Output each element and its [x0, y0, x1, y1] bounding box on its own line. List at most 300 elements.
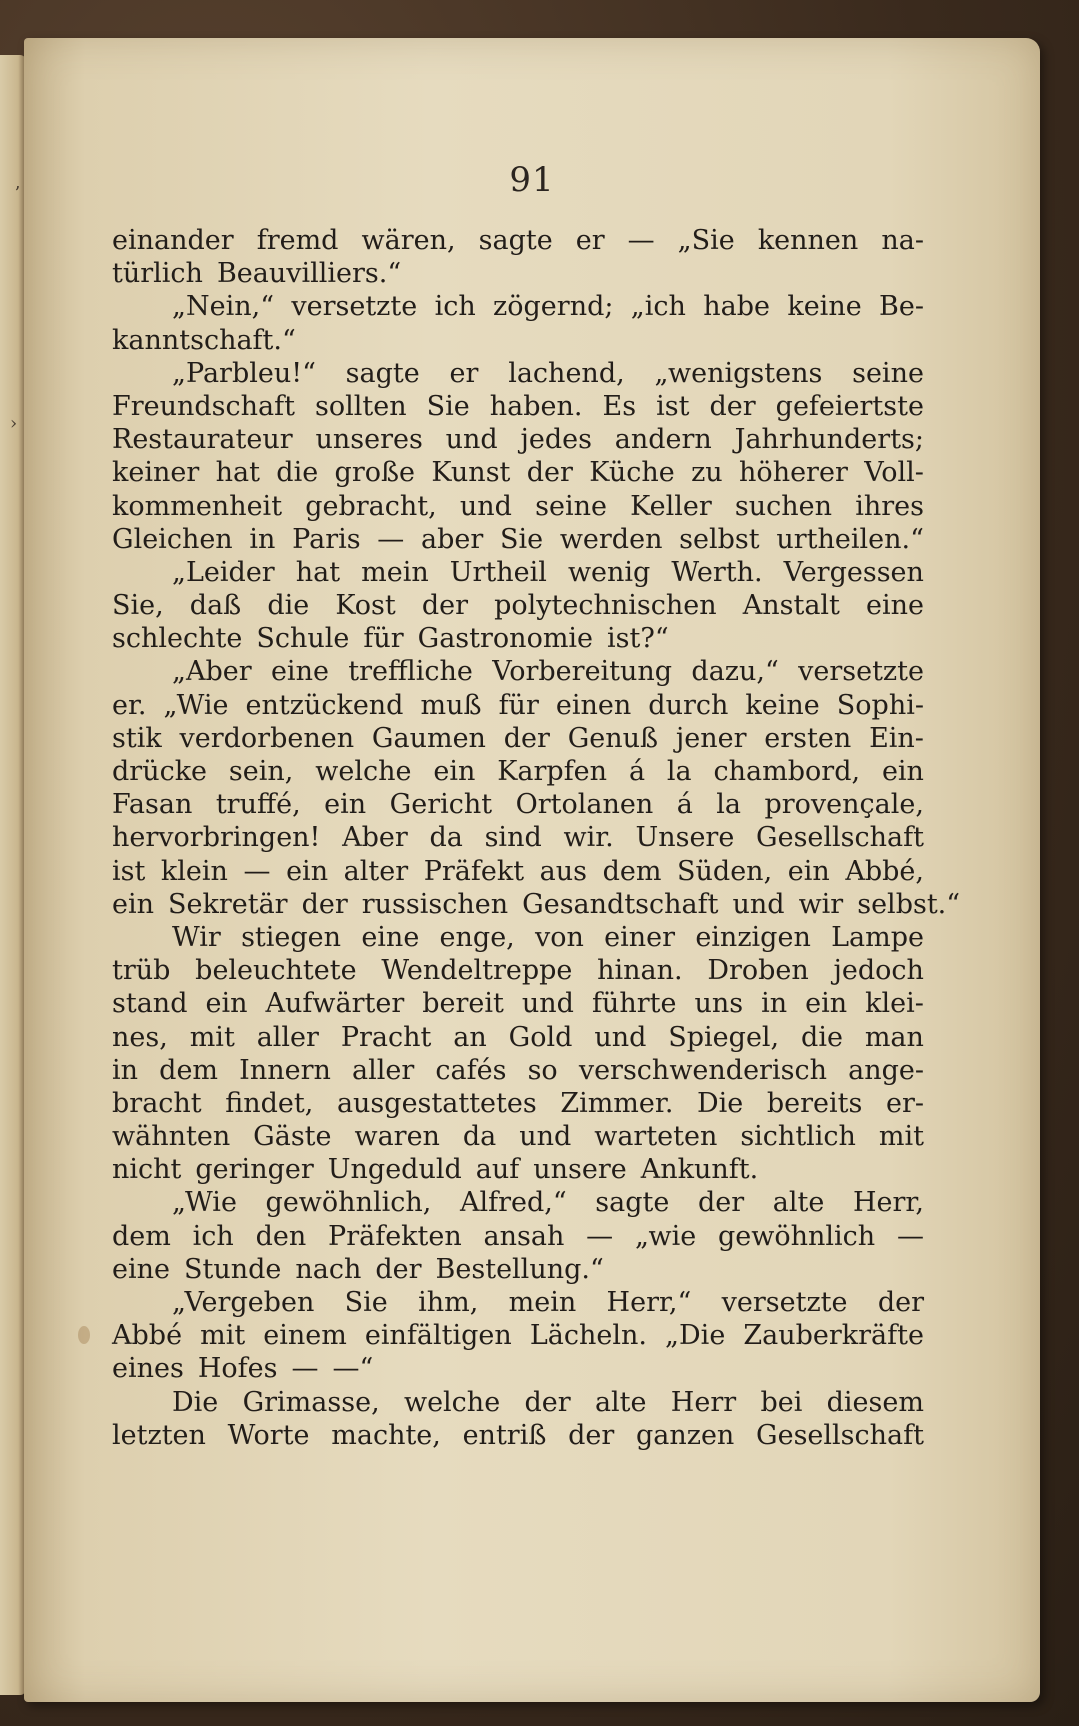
- word: Wendeltreppe: [381, 955, 573, 987]
- text-line: [112, 1153, 924, 1186]
- word: der: [697, 1187, 745, 1219]
- word: ich: [434, 291, 476, 323]
- word: Gleichen: [112, 523, 233, 555]
- word: bei: [760, 1386, 803, 1418]
- word: mit: [189, 1021, 235, 1053]
- text-line: [112, 523, 924, 556]
- word: „wie: [634, 1220, 697, 1252]
- word: Droben: [707, 955, 809, 987]
- word: ein: [112, 888, 155, 920]
- word: Gäste: [253, 1121, 332, 1153]
- word: jedoch: [833, 955, 924, 987]
- word: haben.: [489, 390, 583, 422]
- word: andern: [614, 424, 712, 456]
- word: ganzen: [635, 1419, 735, 1451]
- word: eine: [270, 656, 329, 688]
- word: alte: [772, 1187, 825, 1219]
- word: einen: [555, 689, 632, 721]
- word: sind: [484, 822, 542, 854]
- word: Freundschaft: [112, 390, 295, 422]
- word: waren: [354, 1121, 440, 1153]
- word: er.: [112, 689, 147, 721]
- word: gewöhnlich,: [265, 1187, 432, 1219]
- word: der: [421, 590, 468, 622]
- word: ein: [787, 855, 830, 887]
- word: —“: [332, 1353, 374, 1385]
- word: einer: [604, 921, 676, 953]
- word: der: [524, 1386, 571, 1418]
- word: Die: [172, 1386, 219, 1418]
- word: dem: [112, 1220, 171, 1252]
- word: und: [519, 1121, 572, 1153]
- word: Grimasse,: [242, 1386, 380, 1418]
- word: hat: [295, 556, 341, 588]
- word: Kunst: [431, 457, 511, 489]
- word: den: [255, 1220, 307, 1252]
- text-line: [112, 357, 924, 390]
- word: man: [864, 1021, 924, 1053]
- word: zu: [691, 457, 723, 489]
- word: —: [627, 225, 655, 256]
- word: geringer: [195, 1154, 314, 1186]
- word: Herr: [670, 1386, 737, 1418]
- word: alter: [343, 855, 409, 887]
- word: entriß: [462, 1419, 547, 1451]
- word: Werth.: [671, 556, 763, 588]
- book-page: [24, 38, 1040, 1702]
- word: einfältigen: [364, 1320, 512, 1352]
- word: große: [334, 457, 415, 489]
- text-line: [112, 1021, 924, 1054]
- word: wir.: [563, 822, 614, 854]
- word: hervorbringen!: [112, 822, 321, 854]
- word: cafés: [435, 1054, 507, 1086]
- text-line: [112, 921, 924, 954]
- word: stand: [112, 988, 188, 1020]
- word: ausgestattetes: [336, 1087, 537, 1119]
- word: sein,: [228, 756, 294, 787]
- text-line: [112, 821, 924, 854]
- word: Urtheil: [449, 556, 547, 588]
- word: Voll-: [864, 457, 924, 489]
- word: nicht: [112, 1154, 182, 1186]
- word: sagte: [595, 1187, 670, 1219]
- word: —: [896, 1220, 924, 1252]
- word: Hofes: [197, 1353, 278, 1385]
- word: Gesandtschaft: [522, 888, 719, 920]
- word: stik: [112, 722, 162, 754]
- word: Es: [602, 390, 637, 422]
- word: versetzte: [798, 656, 924, 688]
- word: dazu,“: [691, 656, 779, 688]
- word: ange-: [848, 1054, 924, 1086]
- word: der: [301, 888, 348, 920]
- word: eines: [112, 1353, 184, 1385]
- text-line: [112, 224, 924, 257]
- word: Alfred,“: [459, 1187, 567, 1219]
- word: Ankunft.: [640, 1154, 759, 1186]
- word: seine: [535, 490, 607, 522]
- text-line: [112, 1286, 924, 1319]
- word: höherer: [739, 457, 848, 489]
- word: Anstalt: [742, 590, 840, 622]
- word: „Sie: [677, 225, 735, 256]
- text-line: [112, 490, 924, 523]
- word: ein: [805, 988, 848, 1020]
- word: á: [676, 789, 693, 821]
- word: jedes: [520, 424, 592, 456]
- word: Gastronomie: [417, 623, 594, 655]
- word: verschwenderisch: [578, 1054, 827, 1086]
- word: bracht: [112, 1087, 202, 1119]
- word: klei-: [865, 988, 924, 1020]
- word: und: [521, 988, 574, 1020]
- word: beleuchtete: [195, 955, 357, 987]
- word: schlechte: [112, 623, 243, 655]
- word: durch: [648, 689, 729, 721]
- word: Gesellschaft: [756, 822, 924, 854]
- word: unsere: [533, 1154, 627, 1186]
- word: machte,: [331, 1419, 441, 1451]
- word: nach: [295, 1253, 362, 1285]
- word: habe: [703, 291, 771, 323]
- word: drücke: [112, 756, 208, 787]
- text-line: [112, 257, 924, 290]
- word: Kost: [335, 590, 396, 622]
- word: suchen: [734, 490, 833, 522]
- word: ihres: [855, 490, 924, 522]
- word: Jahrhunderts;: [734, 424, 924, 456]
- word: urtheilen.“: [776, 523, 924, 555]
- word: treffliche: [348, 656, 473, 688]
- word: ein: [286, 855, 329, 887]
- word: fremd: [256, 225, 339, 256]
- word: Lampe: [831, 921, 924, 953]
- word: polytechnischen: [494, 590, 717, 622]
- word: Abbé,: [845, 855, 924, 887]
- text-line: [112, 888, 961, 921]
- word: und: [594, 1021, 647, 1053]
- word: an: [453, 1021, 487, 1053]
- word: wir: [798, 888, 844, 920]
- word: kanntschaft.“: [112, 324, 296, 356]
- word: daß: [189, 590, 242, 622]
- text-line: [112, 954, 924, 987]
- word: Beauvilliers.“: [216, 258, 402, 290]
- word: verdorbenen: [179, 722, 355, 754]
- word: so: [527, 1054, 558, 1086]
- text-line: [112, 987, 924, 1020]
- word: Herr,“: [606, 1287, 692, 1318]
- word: Worte: [227, 1419, 310, 1451]
- stain: [78, 1326, 90, 1344]
- word: eine: [866, 590, 924, 622]
- word: Keller: [630, 490, 712, 522]
- word: dem: [602, 855, 662, 887]
- word: Pracht: [340, 1021, 432, 1053]
- word: Innern: [239, 1054, 331, 1086]
- text-line: [112, 689, 924, 722]
- word: Lächeln.: [529, 1320, 647, 1352]
- word: provençale,: [764, 789, 924, 821]
- word: „Nein,“: [172, 291, 275, 323]
- word: ein: [433, 756, 476, 787]
- word: da: [429, 822, 463, 854]
- word: entzückend: [245, 689, 404, 721]
- word: ist?“: [607, 623, 669, 655]
- text-line: [112, 1386, 924, 1419]
- word: keine: [787, 291, 862, 323]
- word: Sie: [426, 390, 470, 422]
- word: welche: [403, 1386, 501, 1418]
- word: Ortolanen: [515, 789, 654, 821]
- word: Spiegel,: [668, 1021, 780, 1053]
- word: Gold: [508, 1021, 573, 1053]
- word: warteten: [594, 1121, 718, 1153]
- word: Genuß: [567, 722, 659, 754]
- word: findet,: [225, 1087, 314, 1119]
- word: sollten: [315, 390, 407, 422]
- word: Unsere: [635, 822, 735, 854]
- word: ersten: [764, 722, 852, 754]
- text-line: [112, 1120, 924, 1153]
- word: Vorbereitung: [492, 656, 673, 688]
- word: Restaurateur: [112, 424, 293, 456]
- word: la: [666, 756, 692, 787]
- word: Schule: [256, 623, 350, 655]
- word: —: [243, 855, 271, 887]
- word: der: [877, 1287, 924, 1318]
- word: auf: [475, 1154, 520, 1186]
- word: na-: [881, 225, 924, 256]
- word: Aber: [342, 822, 408, 854]
- word: russischen: [361, 888, 509, 920]
- text-line: [112, 1352, 924, 1385]
- text-line: [112, 655, 924, 688]
- word: bereits: [766, 1087, 863, 1119]
- word: dem: [159, 1054, 219, 1086]
- word: der: [375, 1253, 422, 1285]
- word: „Wie: [163, 689, 229, 721]
- word: klein: [160, 855, 228, 887]
- word: der: [568, 1419, 615, 1451]
- previous-page-edge: [0, 55, 26, 1695]
- text-line: [112, 622, 924, 655]
- text-line: [112, 1054, 924, 1087]
- text-line: [112, 290, 924, 323]
- word: aller: [256, 1021, 319, 1053]
- text-line: [112, 1186, 924, 1219]
- word: —: [377, 523, 405, 555]
- word: welche: [315, 756, 412, 787]
- word: führte: [591, 988, 677, 1020]
- word: eine: [112, 1253, 170, 1285]
- word: türlich: [112, 258, 203, 290]
- word: Ungeduld: [327, 1154, 462, 1186]
- word: und: [445, 424, 498, 456]
- body-text: [112, 224, 961, 1452]
- text-line: [112, 324, 924, 357]
- word: Aufwärter: [265, 988, 405, 1020]
- word: Gesellschaft: [756, 1419, 924, 1451]
- word: ansah: [483, 1220, 565, 1252]
- word: uns: [694, 988, 744, 1020]
- word: „ich: [630, 291, 686, 323]
- word: einander: [112, 225, 234, 256]
- word: gewöhnlich: [717, 1220, 876, 1252]
- word: in: [249, 523, 276, 555]
- word: werden: [559, 523, 663, 555]
- word: für: [498, 689, 539, 721]
- word: letzten: [112, 1419, 206, 1451]
- word: bereit: [422, 988, 504, 1020]
- word: keiner: [112, 457, 200, 489]
- word: ein: [205, 988, 248, 1020]
- word: truffé,: [215, 789, 301, 821]
- text-line: [112, 722, 924, 755]
- word: Ein-: [869, 722, 924, 754]
- word: diesem: [826, 1386, 924, 1418]
- word: die: [801, 1021, 843, 1053]
- word: muß: [420, 689, 482, 721]
- word: ist: [112, 855, 146, 887]
- word: Wir: [172, 921, 221, 953]
- word: Bestellung.“: [435, 1253, 604, 1285]
- word: la: [716, 789, 741, 821]
- word: trüb: [112, 955, 171, 987]
- text-line: [112, 788, 924, 821]
- word: er: [575, 225, 605, 256]
- word: sagte: [345, 357, 420, 389]
- word: in: [112, 1054, 139, 1086]
- word: „Die: [665, 1320, 726, 1352]
- text-line: [112, 1253, 924, 1286]
- word: stiegen: [241, 921, 342, 953]
- word: nes,: [112, 1021, 168, 1053]
- word: Präfekt: [423, 855, 525, 887]
- word: Herr,: [852, 1187, 924, 1219]
- word: Abbé: [112, 1320, 183, 1352]
- word: „Vergeben: [172, 1287, 315, 1318]
- word: ein: [324, 789, 367, 821]
- word: Süden,: [677, 855, 773, 887]
- word: hinan.: [597, 955, 683, 987]
- word: eine: [361, 921, 420, 953]
- text-line: [112, 556, 924, 589]
- word: keine: [745, 689, 820, 721]
- word: wenig: [567, 556, 651, 588]
- word: wähnten: [112, 1121, 231, 1153]
- word: aber: [421, 523, 484, 555]
- word: ihm,: [418, 1287, 479, 1318]
- text-line: [112, 589, 924, 622]
- word: in: [761, 988, 788, 1020]
- word: kommenheit: [112, 490, 283, 522]
- word: Präfekten: [328, 1220, 462, 1252]
- word: die: [276, 457, 319, 489]
- word: „Leider: [172, 556, 275, 588]
- text-line: [112, 855, 924, 888]
- word: ich: [192, 1220, 234, 1252]
- word: Die: [697, 1087, 744, 1119]
- word: versetzte: [721, 1287, 848, 1318]
- word: „Parbleu!“: [172, 357, 316, 389]
- word: Be-: [879, 291, 924, 323]
- word: Fasan: [112, 789, 193, 821]
- word: Sekretär: [168, 888, 288, 920]
- word: der: [526, 457, 573, 489]
- word: wären,: [361, 225, 456, 256]
- word: —: [586, 1220, 614, 1252]
- word: unseres: [315, 424, 423, 456]
- word: Zauberkräfte: [743, 1320, 924, 1352]
- text-line: [112, 1220, 924, 1253]
- word: versetzte: [291, 291, 418, 323]
- word: seine: [852, 357, 924, 389]
- word: für: [363, 623, 404, 655]
- word: sagte: [478, 225, 553, 256]
- word: „Aber: [172, 656, 252, 688]
- word: mein: [508, 1287, 577, 1318]
- word: ein: [881, 756, 924, 787]
- word: gefeiertste: [775, 390, 924, 422]
- text-line: [112, 1319, 924, 1352]
- text-line: [112, 1087, 924, 1120]
- word: er: [449, 357, 479, 389]
- word: gebracht,: [305, 490, 437, 522]
- word: die: [267, 590, 310, 622]
- word: aller: [352, 1054, 415, 1086]
- word: sichtlich: [740, 1121, 856, 1153]
- page-number: 91: [509, 160, 555, 200]
- word: „wenigstens: [654, 357, 823, 389]
- word: da: [462, 1121, 497, 1153]
- word: er-: [885, 1087, 924, 1119]
- word: Küche: [589, 457, 675, 489]
- word: Zimmer.: [560, 1087, 674, 1119]
- text-line: [112, 390, 924, 423]
- word: und: [732, 888, 785, 920]
- word: Sie,: [112, 590, 164, 622]
- word: Sie: [499, 523, 544, 555]
- word: á: [628, 756, 646, 787]
- text-line: [112, 423, 924, 456]
- word: ist: [656, 390, 690, 422]
- word: aus: [539, 855, 587, 887]
- word: einzigen: [695, 921, 811, 953]
- word: selbst.“: [857, 888, 961, 920]
- word: Vergessen: [783, 556, 924, 588]
- word: Sie: [344, 1287, 388, 1318]
- word: alte: [594, 1386, 647, 1418]
- word: Sophi-: [836, 689, 924, 721]
- text-line: [112, 1419, 924, 1452]
- word: selbst: [679, 523, 760, 555]
- word: „Wie: [172, 1187, 237, 1219]
- word: hat: [215, 457, 260, 489]
- word: enge,: [439, 921, 515, 953]
- word: mit: [200, 1320, 246, 1352]
- word: mit: [878, 1121, 924, 1153]
- word: Karpfen: [497, 756, 608, 787]
- word: Paris: [292, 523, 361, 555]
- word: —: [291, 1353, 319, 1385]
- word: mein: [361, 556, 429, 588]
- word: Gericht: [389, 789, 493, 821]
- word: und: [459, 490, 512, 522]
- text-line: [112, 755, 924, 788]
- gutter-mark: ʼ: [14, 183, 20, 204]
